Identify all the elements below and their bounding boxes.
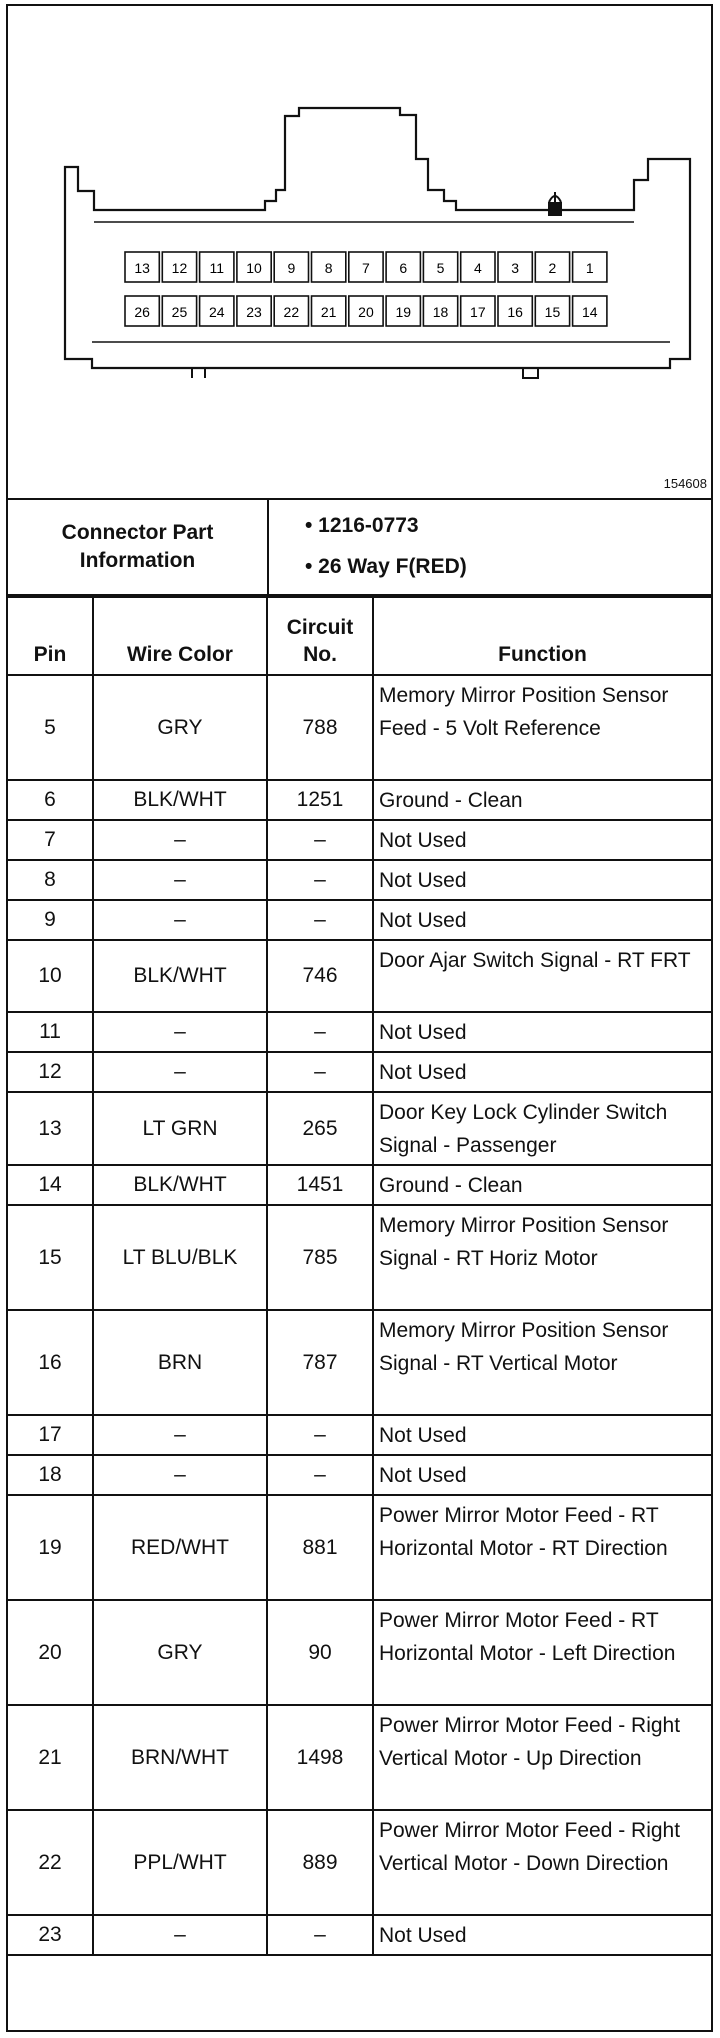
connector-info-values bbox=[269, 500, 711, 594]
function-cell: Power Mirror Motor Feed - RT Horizontal Motor - RT Direction bbox=[373, 1495, 711, 1600]
table-row bbox=[8, 1310, 711, 1415]
wire-color-cell: – bbox=[93, 820, 267, 860]
pin-cell: 12 bbox=[8, 1052, 93, 1092]
figure-number: 154608 bbox=[663, 476, 707, 491]
pin-label-22: 22 bbox=[283, 304, 300, 320]
pin-cell: 6 bbox=[8, 780, 93, 820]
header-circuit-line1: Circuit bbox=[286, 616, 354, 639]
pin-label-10: 10 bbox=[246, 260, 262, 276]
table-row bbox=[8, 860, 711, 900]
pinout-table-body bbox=[8, 675, 711, 1955]
table-row bbox=[8, 820, 711, 860]
wire-color-cell: – bbox=[93, 1455, 267, 1495]
wire-color-cell: LT GRN bbox=[93, 1092, 267, 1165]
housing-lower-tab-right bbox=[523, 368, 538, 378]
pin-cell: 19 bbox=[8, 1495, 93, 1600]
pin-cell: 8 bbox=[8, 860, 93, 900]
table-row bbox=[8, 780, 711, 820]
header-circuit-line2: No. bbox=[303, 643, 337, 666]
connector-face-drawing bbox=[8, 6, 711, 498]
circuit-number-cell: 787 bbox=[267, 1310, 373, 1415]
wire-color-cell: PPL/WHT bbox=[93, 1810, 267, 1915]
circuit-number-cell: 1451 bbox=[267, 1165, 373, 1205]
pin-label-8: 8 bbox=[324, 260, 333, 276]
pin-cell: 23 bbox=[8, 1915, 93, 1955]
table-row bbox=[8, 900, 711, 940]
table-row bbox=[8, 1495, 711, 1600]
circuit-number-cell: 889 bbox=[267, 1810, 373, 1915]
circuit-number-cell: – bbox=[267, 820, 373, 860]
pin-cell: 5 bbox=[8, 675, 93, 780]
pin-label-20: 20 bbox=[358, 304, 374, 320]
table-row bbox=[8, 675, 711, 780]
wire-color-cell: – bbox=[93, 1052, 267, 1092]
pin-row-top bbox=[125, 252, 607, 282]
pin-cell: 20 bbox=[8, 1600, 93, 1705]
table-row bbox=[8, 1915, 711, 1955]
pin-label-18: 18 bbox=[432, 304, 449, 320]
pin-label-21: 21 bbox=[320, 304, 337, 320]
pin-label-13: 13 bbox=[134, 260, 150, 276]
pin-label-17: 17 bbox=[470, 304, 486, 320]
circuit-number-cell: 746 bbox=[267, 940, 373, 1012]
pin-cell: 21 bbox=[8, 1705, 93, 1810]
pin-cell: 15 bbox=[8, 1205, 93, 1310]
function-cell: Ground - Clean bbox=[373, 780, 711, 820]
pin-label-7: 7 bbox=[362, 260, 370, 276]
connector-info-title-line1: Connector Part bbox=[61, 521, 214, 544]
pin-label-2: 2 bbox=[548, 260, 557, 276]
pin-cell: 18 bbox=[8, 1455, 93, 1495]
wire-color-cell: BRN bbox=[93, 1310, 267, 1415]
table-row bbox=[8, 1012, 711, 1052]
connector-info-title bbox=[8, 500, 269, 594]
function-cell: Memory Mirror Position Sensor Signal - RT Vertical Motor bbox=[373, 1310, 711, 1415]
pin-cell: 10 bbox=[8, 940, 93, 1012]
function-cell: Power Mirror Motor Feed - Right Vertical Motor - Down Direction bbox=[373, 1810, 711, 1915]
wire-color-cell: – bbox=[93, 1915, 267, 1955]
function-cell: Ground - Clean bbox=[373, 1165, 711, 1205]
pin-label-6: 6 bbox=[399, 260, 408, 276]
function-cell: Not Used bbox=[373, 900, 711, 940]
wire-color-cell: BRN/WHT bbox=[93, 1705, 267, 1810]
connector-diagram bbox=[8, 6, 711, 500]
circuit-number-cell: 1251 bbox=[267, 780, 373, 820]
function-cell: Not Used bbox=[373, 1052, 711, 1092]
pin-label-19: 19 bbox=[395, 304, 412, 320]
header-function: Function bbox=[373, 597, 711, 675]
wire-color-cell: GRY bbox=[93, 1600, 267, 1705]
wire-color-cell: – bbox=[93, 1012, 267, 1052]
function-cell: Not Used bbox=[373, 1915, 711, 1955]
pin-label-12: 12 bbox=[171, 260, 188, 276]
pin-cell: 17 bbox=[8, 1415, 93, 1455]
pin-label-5: 5 bbox=[436, 260, 445, 276]
function-cell: Door Ajar Switch Signal - RT FRT bbox=[373, 940, 711, 1012]
table-row bbox=[8, 1165, 711, 1205]
table-row bbox=[8, 1052, 711, 1092]
pin-cell: 14 bbox=[8, 1165, 93, 1205]
function-cell: Memory Mirror Position Sensor Signal - RT Horiz Motor bbox=[373, 1205, 711, 1310]
wire-color-cell: BLK/WHT bbox=[93, 780, 267, 820]
table-row bbox=[8, 1092, 711, 1165]
pin-label-14: 14 bbox=[581, 304, 598, 320]
wire-color-cell: BLK/WHT bbox=[93, 940, 267, 1012]
circuit-number-cell: 788 bbox=[267, 675, 373, 780]
pinout-table bbox=[8, 596, 711, 1956]
wire-color-cell: – bbox=[93, 1415, 267, 1455]
pin-label-26: 26 bbox=[134, 304, 150, 320]
pin-label-9: 9 bbox=[287, 260, 296, 276]
pin-cell: 16 bbox=[8, 1310, 93, 1415]
pin-label-1: 1 bbox=[585, 260, 594, 276]
table-row bbox=[8, 1415, 711, 1455]
connector-part-information bbox=[8, 500, 711, 596]
table-header-row bbox=[8, 597, 711, 675]
pin-row-bottom bbox=[125, 296, 607, 326]
function-cell: Power Mirror Motor Feed - RT Horizontal Motor - Left Direction bbox=[373, 1600, 711, 1705]
circuit-number-cell: 881 bbox=[267, 1495, 373, 1600]
pin-label-24: 24 bbox=[208, 304, 225, 320]
circuit-number-cell: – bbox=[267, 1915, 373, 1955]
circuit-number-cell: 785 bbox=[267, 1205, 373, 1310]
table-row bbox=[8, 1705, 711, 1810]
wire-color-cell: – bbox=[93, 900, 267, 940]
header-circuit-no bbox=[267, 597, 373, 675]
function-cell: Door Key Lock Cylinder Switch Signal - Passenger bbox=[373, 1092, 711, 1165]
function-cell: Not Used bbox=[373, 820, 711, 860]
pin-label-25: 25 bbox=[171, 304, 188, 320]
pin-cell: 11 bbox=[8, 1012, 93, 1052]
header-pin: Pin bbox=[8, 597, 93, 675]
pin-cell: 7 bbox=[8, 820, 93, 860]
connector-housing-outline bbox=[65, 108, 690, 368]
polarization-key bbox=[548, 192, 562, 216]
part-number: • 1216-0773 bbox=[305, 514, 419, 537]
function-cell: Not Used bbox=[373, 1455, 711, 1495]
wire-color-cell: RED/WHT bbox=[93, 1495, 267, 1600]
wire-color-cell: LT BLU/BLK bbox=[93, 1205, 267, 1310]
table-row bbox=[8, 1810, 711, 1915]
circuit-number-cell: – bbox=[267, 900, 373, 940]
circuit-number-cell: 1498 bbox=[267, 1705, 373, 1810]
wire-color-cell: GRY bbox=[93, 675, 267, 780]
function-cell: Memory Mirror Position Sensor Feed - 5 Volt Reference bbox=[373, 675, 711, 780]
circuit-number-cell: – bbox=[267, 860, 373, 900]
table-row bbox=[8, 1205, 711, 1310]
wire-color-cell: BLK/WHT bbox=[93, 1165, 267, 1205]
pin-cell: 22 bbox=[8, 1810, 93, 1915]
connector-sheet bbox=[6, 4, 713, 2032]
function-cell: Not Used bbox=[373, 1012, 711, 1052]
circuit-number-cell: – bbox=[267, 1012, 373, 1052]
circuit-number-cell: 265 bbox=[267, 1092, 373, 1165]
pin-label-11: 11 bbox=[209, 260, 225, 276]
circuit-number-cell: – bbox=[267, 1052, 373, 1092]
header-wire-color: Wire Color bbox=[93, 597, 267, 675]
function-cell: Not Used bbox=[373, 860, 711, 900]
connector-info-title-line2: Information bbox=[79, 549, 196, 572]
pin-label-3: 3 bbox=[511, 260, 520, 276]
function-cell: Not Used bbox=[373, 1415, 711, 1455]
pin-label-15: 15 bbox=[544, 304, 561, 320]
connector-description: • 26 Way F(RED) bbox=[305, 555, 467, 578]
pin-cell: 9 bbox=[8, 900, 93, 940]
wire-color-cell: – bbox=[93, 860, 267, 900]
table-row bbox=[8, 940, 711, 1012]
circuit-number-cell: – bbox=[267, 1415, 373, 1455]
function-cell: Power Mirror Motor Feed - Right Vertical Motor - Up Direction bbox=[373, 1705, 711, 1810]
circuit-number-cell: 90 bbox=[267, 1600, 373, 1705]
housing-lower-tab-left bbox=[192, 368, 205, 378]
pin-label-4: 4 bbox=[473, 260, 482, 276]
table-row bbox=[8, 1600, 711, 1705]
table-row bbox=[8, 1455, 711, 1495]
pin-cell: 13 bbox=[8, 1092, 93, 1165]
circuit-number-cell: – bbox=[267, 1455, 373, 1495]
pin-label-23: 23 bbox=[246, 304, 262, 320]
pin-label-16: 16 bbox=[507, 304, 523, 320]
